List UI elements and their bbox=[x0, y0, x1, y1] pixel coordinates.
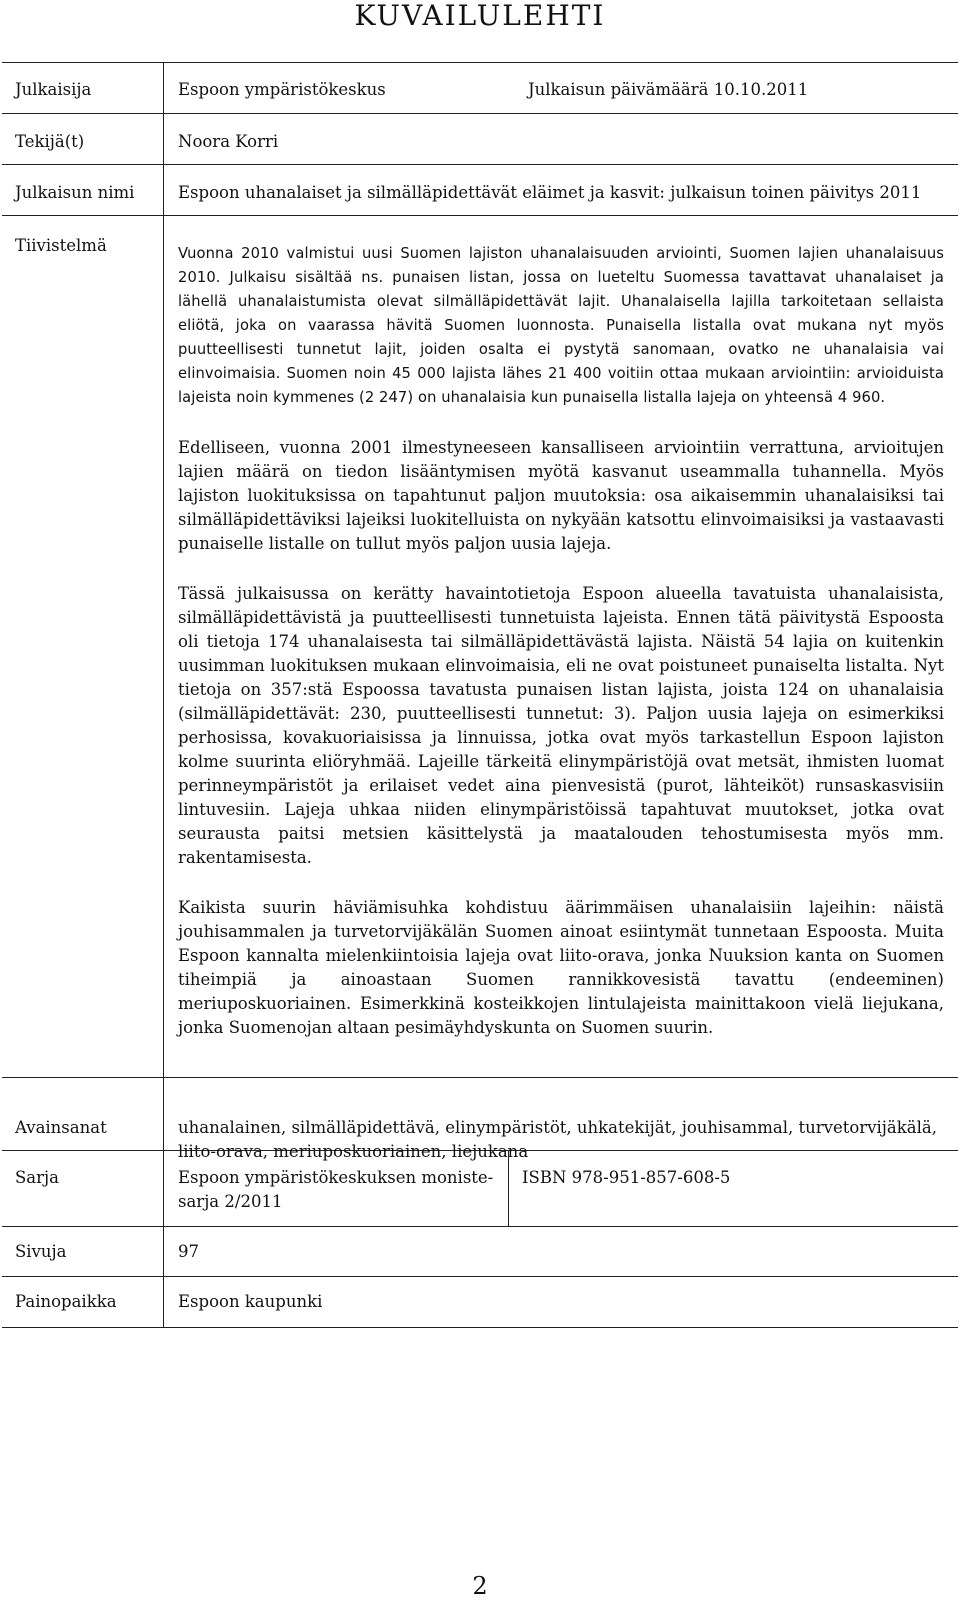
publication-name-label: Julkaisun nimi bbox=[15, 183, 135, 202]
document-title: KUVAILULEHTI bbox=[354, 0, 606, 32]
abstract-paragraph: Kaikista suurin häviämisuhka kohdistuu äärimmäisen uhanalaisiin lajeihin: näistä jouhisammalen ja turvetorvijäkälän Suomen ainoat esiintymät tunnetaan Espoosta. Muita Espoon kannalta mielenkiintoisia lajeja ovat liito-orava, jonka Nuuksion kanta on Suomen tiheimpiä ja ainoastaan Suomen rannikkovesistä tavattu (endeeminen) meriuposkuoriainen. Esimerkkinä kosteikkojen lintulajeista mainittakoon vielä liejukana, jonka Suomenojan altaan pesimäyhdyskunta on Suomen suurin. bbox=[178, 898, 944, 1037]
series-label: Sarja bbox=[15, 1168, 59, 1187]
abstract-label: Tiivistelmä bbox=[15, 236, 107, 255]
rule-after-publisher bbox=[2, 113, 958, 114]
printer-label: Painopaikka bbox=[15, 1292, 117, 1311]
abstract-paragraph: Vuonna 2010 valmistui uusi Suomen lajiston uhanalaisuuden arviointi, Suomen lajien uhanalaisuus 2010. Julkaisu sisältää ns. punaisen listan, jossa on lueteltu Suomessa tavattavat uhanalaiset ja lähellä uhanalaistumista olevat silmälläpidettävät lajit. Uhanalaisella lajilla tarkoitetaan sellaista eliötä, joka on vaarassa hävitä Suomen luonnosta. Punaisella listalla ovat mukana nyt myös puutteellisesti tunnetut lajit, joiden osalta ei pystytä sanomaan, ovatko ne uhanalaisia vai elinvoimaisia. Suomen noin 45 000 lajista lähes 21 400 voitiin ottaa mukaan arviointiin: arvioiduista lajeista noin kymmenes (2 247) on uhanalaisia kun punaisella listalla lajeja on yhteensä 4 960. bbox=[178, 245, 944, 406]
keywords-label: Avainsanat bbox=[15, 1118, 107, 1137]
rule-after-author bbox=[2, 164, 958, 165]
pages-value: 97 bbox=[178, 1242, 199, 1261]
keywords-value: uhanalainen, silmälläpidettävä, elinympäristöt, uhkatekijät, jouhisammal, turvetorvijäkälä, liito-orava, meriuposkuoriainen, liejukana bbox=[178, 1118, 937, 1161]
rule-after-pages bbox=[2, 1276, 958, 1277]
publisher-value: Espoon ympäristökeskus bbox=[178, 80, 386, 99]
column-divider-lower bbox=[163, 1077, 164, 1327]
rule-after-abstract bbox=[2, 1077, 958, 1078]
page-number: 2 bbox=[472, 1572, 488, 1600]
author-label: Tekijä(t) bbox=[15, 132, 85, 151]
rule-bottom bbox=[2, 1327, 958, 1328]
rule-after-series bbox=[2, 1226, 958, 1227]
publisher-label: Julkaisija bbox=[15, 80, 92, 99]
column-divider-upper bbox=[163, 62, 164, 1077]
isbn-value: ISBN 978-951-857-608-5 bbox=[522, 1168, 731, 1187]
rule-top bbox=[2, 62, 958, 63]
publication-name-value: Espoon uhanalaiset ja silmälläpidettävät eläimet ja kasvit: julkaisun toinen päivitys 2011 bbox=[178, 183, 922, 202]
series-value-line2: sarja 2/2011 bbox=[178, 1192, 283, 1211]
publication-date: Julkaisun päivämäärä 10.10.2011 bbox=[528, 80, 809, 99]
abstract-paragraph: Edelliseen, vuonna 2001 ilmestyneeseen kansalliseen arviointiin verrattuna, arvioitujen lajien määrä on tiedon lisääntymisen myötä kasvanut useammalla tuhannella. Myös lajiston luokituksissa on tapahtunut paljon muutoksia: osa aikaisemmin uhanalaisiksi tai silmälläpidettäviksi lajeiksi luokitelluista on nykyään katsottu elinvoimaisiksi ja vastaavasti punaiselle listalle on tullut myös paljon uusia lajeja. bbox=[178, 438, 944, 553]
author-value: Noora Korri bbox=[178, 132, 279, 151]
series-value-line1: Espoon ympäristökeskuksen moniste- bbox=[178, 1168, 494, 1187]
printer-value: Espoon kaupunki bbox=[178, 1292, 323, 1311]
abstract-paragraph: Tässä julkaisussa on kerätty havaintotietoja Espoon alueella tavatuista uhanalaisista, silmälläpidettävistä ja puutteellisesti tunnetuista lajeista. Ennen tätä päivitystä Espoosta oli tietoja 174 uhanalaisesta tai silmälläpidettävästä lajista. Näistä 54 lajia on kuitenkin uusimman luokituksen mukaan elinvoimaisia, eli ne ovat poistuneet punaiselta listalta. Nyt tietoja on 357:stä Espoossa tavatusta punaisen listan lajista, joista 124 on uhanalaisia (silmälläpidettävät: 230, puutteellisesti tunnetut: 3). Paljon uusia lajeja on esimerkiksi perhosissa, kovakuoriaisissa ja linnuissa, jotka ovat myös tarkastellun Espoon lajiston kolme suurinta eliöryhmää. Lajeille tärkeitä elinympäristöjä ovat metsät, ihmisten luomat perinneympäristöt ja erilaiset vedet aina pienvesistä (purot, lähteiköt) runsaskasvisiin lintuvesiin. Lajeja uhkaa niiden elinympäristöissä tapahtuvat muutokset, jotka ovat seurausta paitsi metsien käsittelystä ja maatalouden tehostumisesta myös mm. rakentamisesta. bbox=[178, 584, 944, 867]
pages-label: Sivuja bbox=[15, 1242, 67, 1261]
rule-after-name bbox=[2, 215, 958, 216]
abstract-body bbox=[178, 242, 944, 1066]
